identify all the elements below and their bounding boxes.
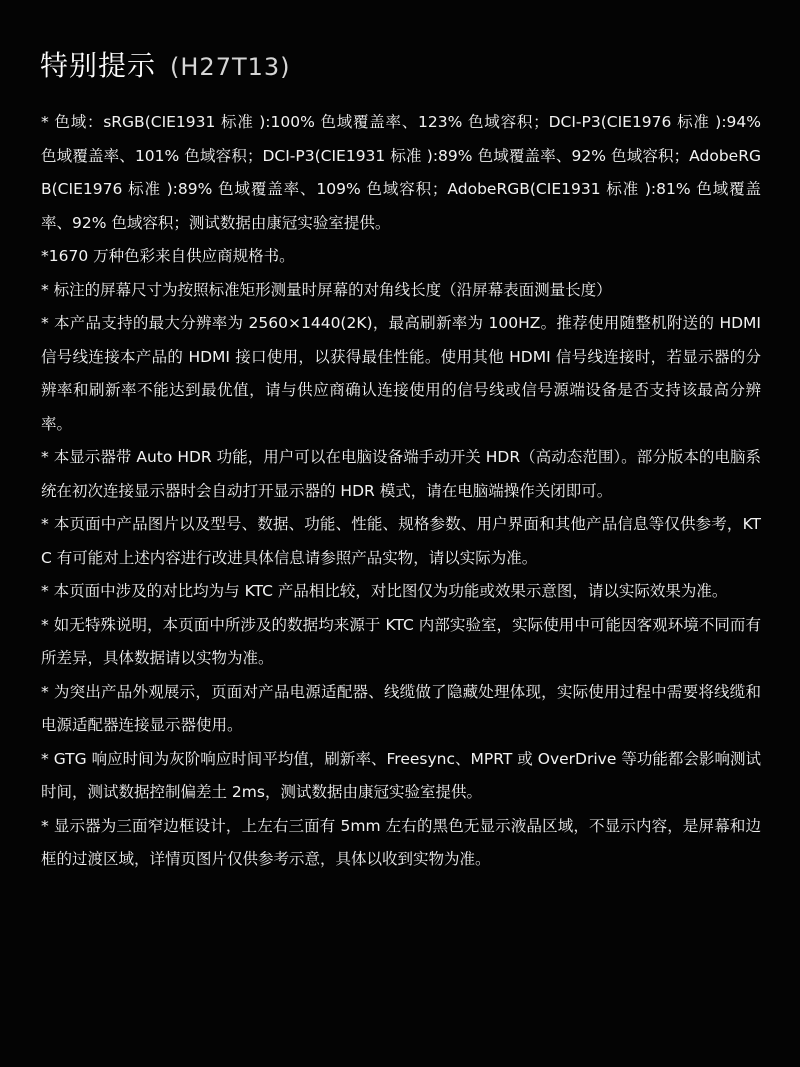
note-comparison: * 本页面中涉及的对比均为与 KTC 产品相比较，对比图仅为功能或效果示意图，请以实际效果为准。 xyxy=(41,582,728,600)
note-color-gamut: * 色域：sRGB(CIE1931 标准 ):100% 色域覆盖率、123% 色域容积；DCI-P3(CIE1976 标准 ):94% 色域覆盖率、101% 色域容积；DCI-P3(CIE1931 标准 ):89% 色域覆盖率、92% 色域容积；AdobeRGB(CIE1976 标准 ):89% 色域覆盖率、109% 色域容积；AdobeRGB(CIE1931 标准 ):81% 色域覆盖率、92% 色域容积；测试数据由康冠实验室提供。 xyxy=(41,113,761,232)
note-gtg-response: * GTG 响应时间为灰阶响应时间平均值，刷新率、Freesync、MPRT 或 OverDrive 等功能都会影响测试时间，测试数据控制偏差土 2ms，测试数据由康冠实验室提供。 xyxy=(41,749,761,801)
model-number: (H27T13) xyxy=(170,53,291,81)
note-product-info: * 本页面中产品图片以及型号、数据、功能、性能、规格参数、用户界面和其他产品信息等仅供参考，KTC 有可能对上述内容进行改进具体信息请参照产品实物，请以实际为准。 xyxy=(41,515,761,567)
page-title: 特别提示 xyxy=(40,49,157,82)
notes-list xyxy=(41,106,761,877)
note-lab-data: * 如无特殊说明，本页面中所涉及的数据均来源于 KTC 内部实验室，实际使用中可能因客观环境不同而有所差异，具体数据请以实物为准。 xyxy=(41,615,761,667)
note-cables-hidden: * 为突出产品外观展示，页面对产品电源适配器、线缆做了隐藏处理体现，实际使用过程中需要将线缆和电源适配器连接显示器使用。 xyxy=(41,682,761,734)
page-header xyxy=(40,44,291,84)
note-narrow-bezel: * 显示器为三面窄边框设计，上左右三面有 5mm 左右的黑色无显示液晶区域，不显示内容，是屏幕和边框的过渡区域，详情页图片仅供参考示意，具体以收到实物为准。 xyxy=(41,816,761,868)
note-color-count: *1670 万种色彩来自供应商规格书。 xyxy=(41,247,295,265)
note-auto-hdr: * 本显示器带 Auto HDR 功能，用户可以在电脑设备端手动开关 HDR（高动态范围）。部分版本的电脑系统在初次连接显示器时会自动打开显示器的 HDR 模式，请在电脑端操作关闭即可。 xyxy=(41,448,761,500)
note-resolution: * 本产品支持的最大分辨率为 2560×1440(2K)，最高刷新率为 100HZ。推荐使用随整机附送的 HDMI 信号线连接本产品的 HDMI 接口使用，以获得最佳性能。使用其他 HDMI 信号线连接时，若显示器的分辨率和刷新率不能达到最优值，请与供应商确认连接使用的信号线或信号源端设备是否支持该最高分辨率。 xyxy=(41,314,762,433)
note-screen-size: * 标注的屏幕尺寸为按照标准矩形测量时屏幕的对角线长度（沿屏幕表面测量长度） xyxy=(41,280,612,299)
